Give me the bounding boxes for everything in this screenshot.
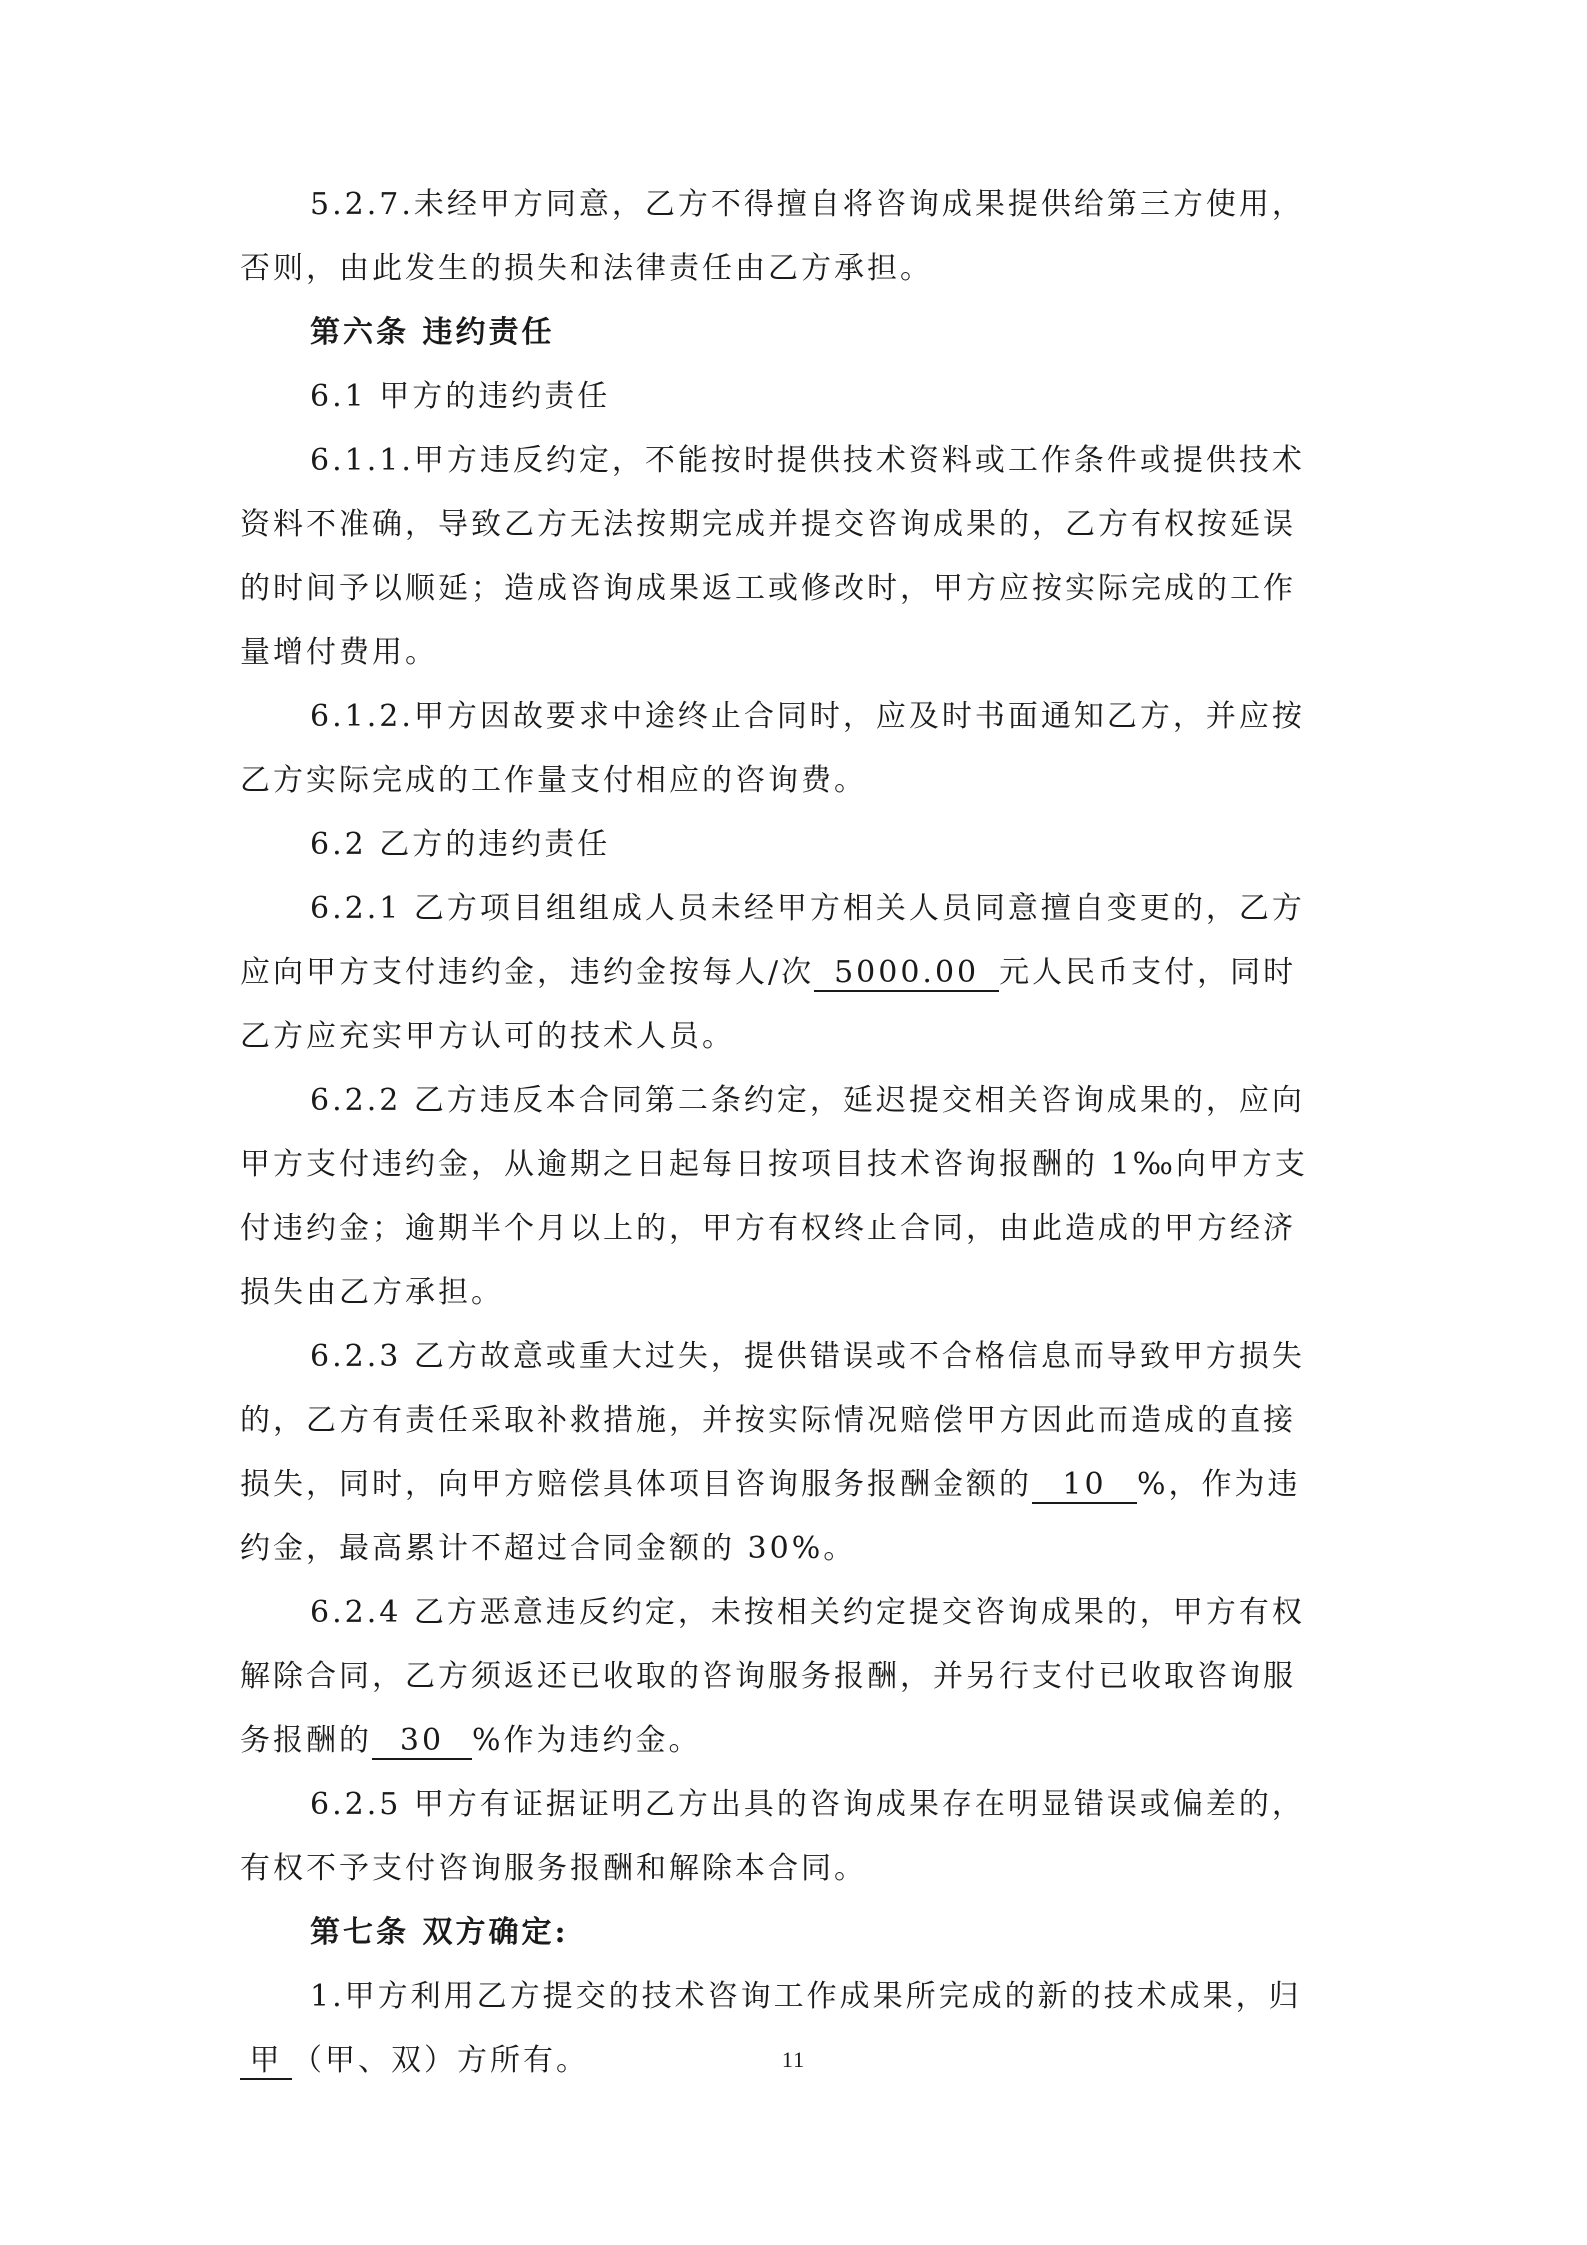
filled-blank-penalty-amount: 5000.00 — [814, 956, 999, 992]
paragraph-line: 1.甲方利用乙方提交的技术咨询工作成果所完成的新的技术成果，归 — [310, 1979, 1302, 2014]
filled-blank-owner: 甲 — [240, 2044, 292, 2080]
paragraph-line: 6.2.2 乙方违反本合同第二条约定，延迟提交相关咨询成果的，应向 — [310, 1083, 1305, 1118]
paragraph-line: 付违约金；逾期半个月以上的，甲方有权终止合同，由此造成的甲方经济 — [240, 1211, 1296, 1246]
line-text: 应向甲方支付违约金，违约金按每人/次 — [240, 955, 815, 990]
subsection-heading-6-2: 6.2 乙方的违约责任 — [310, 827, 611, 862]
section-heading-7: 第七条 双方确定: — [310, 1915, 569, 1950]
paragraph-line — [240, 1465, 1301, 1505]
paragraph-line: 有权不予支付咨询服务报酬和解除本合同。 — [240, 1851, 867, 1886]
line-text: 务报酬的 — [240, 1723, 372, 1758]
paragraph-line: 6.1.2.甲方因故要求中途终止合同时，应及时书面通知乙方，并应按 — [310, 699, 1305, 734]
line-text: %作为违约金。 — [472, 1723, 702, 1758]
paragraph-line: 解除合同，乙方须返还已收取的咨询服务报酬，并另行支付已收取咨询服 — [240, 1659, 1296, 1694]
line-text: %，作为违 — [1137, 1467, 1301, 1502]
paragraph-line: 5.2.7.未经甲方同意，乙方不得擅自将咨询成果提供给第三方使用， — [310, 187, 1305, 222]
paragraph-line — [240, 1721, 702, 1761]
filled-blank-percentage: 10 — [1032, 1468, 1137, 1504]
paragraph-line: 甲方支付违约金，从逾期之日起每日按项目技术咨询报酬的 1‰向甲方支 — [240, 1147, 1308, 1182]
line-text: 元人民币支付，同时 — [999, 955, 1297, 990]
paragraph-line: 6.2.1 乙方项目组组成人员未经甲方相关人员同意擅自变更的，乙方 — [310, 891, 1305, 926]
paragraph-line: 乙方应充实甲方认可的技术人员。 — [240, 1019, 735, 1054]
paragraph-line: 资料不准确，导致乙方无法按期完成并提交咨询成果的，乙方有权按延误 — [240, 507, 1296, 542]
paragraph-line: 否则，由此发生的损失和法律责任由乙方承担。 — [240, 251, 933, 286]
section-heading-6: 第六条 违约责任 — [310, 315, 555, 350]
paragraph-line: 的，乙方有责任采取补救措施，并按实际情况赔偿甲方因此而造成的直接 — [240, 1403, 1296, 1438]
page-number: 11 — [781, 2047, 806, 2072]
paragraph-line: 6.2.3 乙方故意或重大过失，提供错误或不合格信息而导致甲方损失 — [310, 1339, 1305, 1374]
paragraph-line: 的时间予以顺延；造成咨询成果返工或修改时，甲方应按实际完成的工作 — [240, 571, 1296, 606]
paragraph-line: 损失由乙方承担。 — [240, 1275, 504, 1310]
line-text: 损失，同时，向甲方赔偿具体项目咨询服务报酬金额的 — [240, 1467, 1032, 1502]
paragraph-line: 量增付费用。 — [240, 635, 438, 670]
paragraph-line — [240, 953, 1296, 993]
paragraph-line: 约金，最高累计不超过合同金额的 30%。 — [240, 1531, 857, 1566]
paragraph-line: 6.1.1.甲方违反约定，不能按时提供技术资料或工作条件或提供技术 — [310, 443, 1305, 478]
filled-blank-percentage: 30 — [372, 1724, 472, 1760]
line-text: （甲、双）方所有。 — [292, 2043, 589, 2078]
paragraph-line: 6.2.5 甲方有证据证明乙方出具的咨询成果存在明显错误或偏差的， — [310, 1787, 1305, 1822]
subsection-heading-6-1: 6.1 甲方的违约责任 — [310, 379, 611, 414]
paragraph-line: 6.2.4 乙方恶意违反约定，未按相关约定提交咨询成果的，甲方有权 — [310, 1595, 1305, 1630]
paragraph-line: 乙方实际完成的工作量支付相应的咨询费。 — [240, 763, 867, 798]
